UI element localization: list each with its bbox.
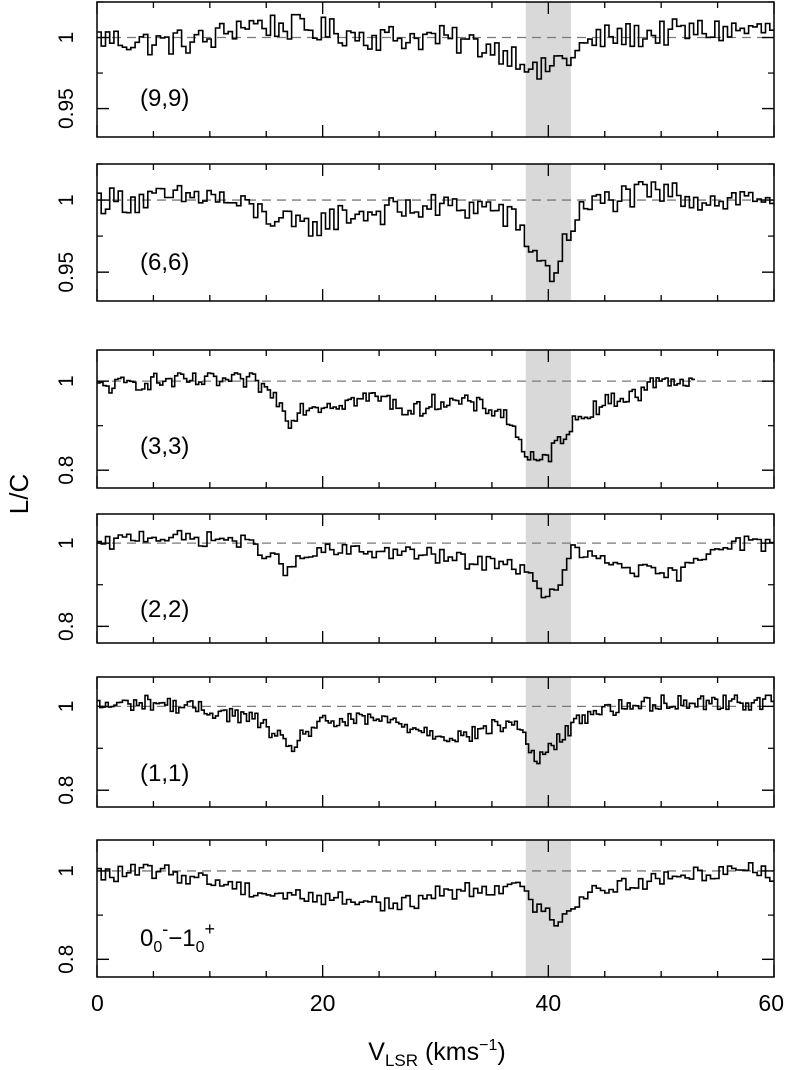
panels-group — [55, 2, 784, 1016]
y-tick-label: 0.8 — [55, 944, 78, 974]
x-axis-title — [368, 1037, 505, 1070]
panel-frame — [97, 514, 774, 643]
y-tick-label: 0.8 — [55, 775, 78, 805]
panel-label: (3,3) — [140, 433, 190, 460]
x-tick-label: 20 — [309, 990, 336, 1016]
panel-frame — [97, 840, 774, 977]
absorption-band — [526, 164, 571, 301]
panel-frame — [97, 677, 774, 807]
x-axis-title-unit: (kms — [418, 1038, 480, 1066]
spectrum-line — [97, 695, 774, 763]
x-tick-label: 0 — [91, 990, 104, 1016]
y-tick-label: 1 — [55, 375, 78, 388]
x-axis-title-main: V — [368, 1038, 385, 1066]
panel-label: (9,9) — [140, 85, 190, 112]
spectrum-line — [97, 531, 774, 598]
y-tick-label: 1 — [55, 865, 78, 877]
spectrum-line — [97, 182, 774, 282]
y-tick-label: 1 — [55, 31, 78, 44]
panel-label: $0_0^--1_0^+$ — [140, 919, 216, 956]
absorption-band — [526, 350, 571, 488]
x-axis-title-sub: LSR — [384, 1051, 419, 1070]
y-tick-label: 1 — [55, 537, 78, 549]
panel-label: (1,1) — [140, 760, 190, 787]
y-tick-label: 1 — [55, 194, 78, 206]
spectrum-line — [97, 15, 774, 79]
absorption-band — [526, 677, 571, 807]
x-axis-title-close: ) — [497, 1038, 506, 1066]
panel-label: (2,2) — [140, 596, 190, 623]
y-tick-label: 0.95 — [55, 88, 78, 130]
x-axis-title-sup: −1 — [479, 1037, 498, 1054]
y-tick-label: 1 — [55, 700, 78, 713]
panel-label: (6,6) — [140, 249, 190, 276]
y-tick-label: 0.8 — [55, 455, 78, 485]
x-tick-label: 60 — [758, 990, 784, 1016]
y-tick-label: 0.95 — [55, 251, 78, 293]
y-axis-title: L/C — [4, 473, 34, 515]
y-tick-label: 0.8 — [55, 611, 78, 642]
panel-frame — [97, 350, 774, 488]
spectrum-line — [97, 863, 774, 926]
x-tick-label: 40 — [535, 990, 562, 1016]
